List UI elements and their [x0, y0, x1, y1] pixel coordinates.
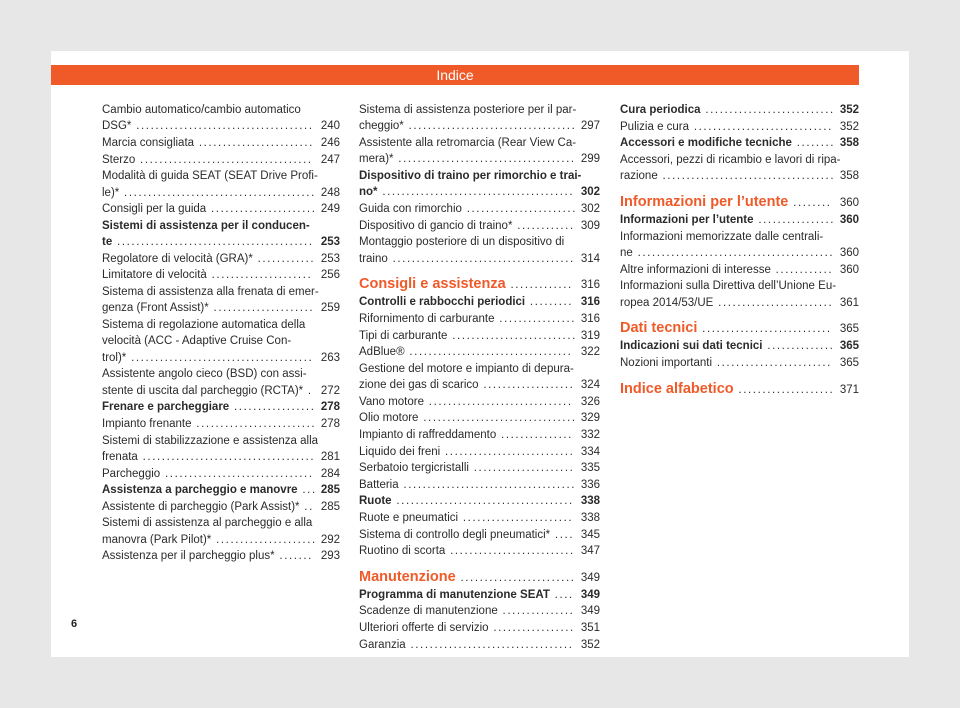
toc-entry[interactable]: [102, 185, 340, 201]
toc-entry-text-line: Assistente alla retromarcia (Rear View Ca-: [359, 137, 577, 149]
toc-entry-title: Batteria: [359, 478, 399, 491]
dot-leader: .................: [229, 401, 316, 414]
toc-entry[interactable]: [102, 399, 340, 415]
toc-page-number: 246: [320, 137, 340, 149]
toc-entry[interactable]: [359, 410, 600, 426]
toc-column-3: [620, 102, 859, 399]
dot-leader: .......................: [458, 511, 574, 524]
toc-entry[interactable]: [359, 477, 600, 493]
dot-leader: ................: [753, 213, 836, 226]
toc-entry-title: Consigli per la guida: [102, 203, 207, 216]
toc-entry-title: Altre informazioni di interesse: [620, 263, 771, 276]
toc-page-number: 247: [320, 153, 340, 166]
toc-entry-title: Pulizia e cura: [620, 120, 690, 133]
dot-leader: ........: [788, 196, 832, 209]
toc-page-number: 352: [839, 120, 859, 133]
toc-entry[interactable]: [102, 118, 340, 134]
toc-entry-title: Dispositivo di gancio di traino*: [359, 219, 513, 232]
dot-leader: ....................................: [657, 170, 836, 183]
dot-leader: ..................................: [405, 638, 574, 651]
toc-page-number: 248: [320, 186, 340, 199]
toc-entry[interactable]: [620, 212, 859, 228]
dot-leader: ...............: [497, 605, 575, 618]
dot-leader: .........................: [191, 417, 317, 430]
toc-page-number: 302: [580, 186, 600, 199]
toc-entry-title: Regolatore di velocità (GRA)*: [102, 252, 253, 265]
dot-leader: ........................: [455, 571, 576, 584]
toc-page-number: 360: [839, 246, 859, 259]
toc-page-number: 249: [320, 203, 340, 216]
toc-entry-title: Programma di manutenzione SEAT: [359, 588, 550, 601]
toc-entry[interactable]: [359, 344, 600, 360]
toc-page-number: 297: [580, 120, 600, 133]
toc-page-number: 349: [580, 571, 600, 584]
dot-leader: .............................: [689, 120, 833, 133]
toc-entry-title: le)*: [102, 186, 120, 199]
dot-leader: .........................................: [632, 246, 835, 259]
page-header: [51, 65, 859, 85]
toc-entry[interactable]: [359, 201, 600, 217]
toc-section-heading[interactable]: [620, 319, 859, 338]
toc-entry[interactable]: [359, 311, 600, 327]
dot-leader: ....: [549, 588, 574, 601]
toc-entry[interactable]: [102, 449, 340, 465]
toc-page-number: 326: [580, 395, 600, 408]
toc-entry-title: Frenare e parcheggiare: [102, 401, 230, 414]
dot-leader: ...........................: [700, 104, 835, 116]
toc-entry[interactable]: [359, 510, 600, 526]
toc-section-heading[interactable]: [620, 380, 859, 399]
toc-entry[interactable]: [102, 499, 340, 515]
toc-entry-text-line: Assistente angolo cieco (BSD) con assi-: [102, 368, 307, 381]
toc-entry-title: Cura periodica: [620, 104, 701, 116]
toc-page-number: 335: [580, 462, 600, 475]
toc-entry[interactable]: [102, 267, 340, 283]
toc-entry-text-line: Sistemi di stabilizzazione e assistenza alla: [102, 434, 319, 447]
dot-leader: .....................: [206, 269, 313, 282]
toc-entry[interactable]: [359, 394, 600, 410]
toc-entry-text-line: Sistemi di assistenza al parcheggio e alla: [102, 517, 313, 530]
toc-entry-text-line: Informazioni sulla Direttiva dell’Unione Eu-: [620, 280, 837, 293]
header-title: Indice: [436, 67, 474, 83]
toc-entry[interactable]: [359, 637, 600, 653]
dot-leader: ...........................: [440, 445, 575, 458]
toc-entry[interactable]: [102, 416, 340, 432]
toc-page-number: 256: [320, 269, 340, 282]
dot-leader: ....................................: [398, 478, 577, 491]
toc-entry-title: Serbatoio tergicristalli: [359, 462, 469, 475]
dot-leader: ...........................: [697, 323, 832, 336]
toc-entry-title: no*: [359, 186, 378, 199]
toc-entry[interactable]: [102, 300, 340, 316]
toc-entry-title: Sterzo: [102, 153, 136, 166]
toc-entry[interactable]: [102, 135, 340, 151]
toc-entry-text-line: Modalità di guida SEAT (SEAT Drive Profi-: [102, 170, 318, 183]
toc-entry-title: ne: [620, 246, 633, 259]
toc-entry-title: Informazioni per l’utente: [620, 193, 789, 210]
toc-page-number: 336: [580, 478, 600, 491]
toc-entry[interactable]: [359, 251, 600, 267]
toc-entry-title: Ruote e pneumatici: [359, 511, 459, 524]
dot-leader: ....................................: [135, 153, 313, 166]
toc-section-heading[interactable]: [359, 275, 600, 294]
toc-entry[interactable]: [359, 460, 600, 476]
toc-entry[interactable]: [359, 527, 600, 543]
toc-column-1: [102, 102, 340, 565]
dot-leader: ......................: [206, 203, 317, 216]
dot-leader: ................: [494, 312, 577, 325]
dot-leader: .......................: [461, 203, 577, 215]
dot-leader: ..............: [762, 340, 835, 353]
toc-entry-title: Indicazioni sui dati tecnici: [620, 340, 763, 353]
dot-leader: .....................................: [393, 153, 576, 166]
toc-entry-title: Manutenzione: [359, 568, 456, 585]
dot-leader: ........................................: [377, 186, 575, 199]
toc-page-number: 316: [580, 296, 600, 309]
toc-page-number: 240: [320, 120, 340, 133]
toc-page-number: 299: [580, 153, 600, 166]
toc-entry[interactable]: [102, 548, 340, 564]
toc-entry-title: Assistenza a parcheggio e manovre: [102, 484, 298, 497]
toc-page-number: 324: [580, 379, 600, 392]
toc-page-number: 253: [320, 236, 340, 249]
toc-entry-title: AdBlue®: [359, 346, 405, 359]
toc-page-number: 263: [320, 351, 340, 364]
dot-leader: ..........................: [447, 329, 577, 342]
toc-entry-text-line: Montaggio posteriore di un dispositivo di: [359, 236, 565, 249]
dot-leader: ........................: [194, 137, 314, 149]
toc-page-number: 360: [839, 213, 859, 226]
toc-entry[interactable]: [620, 295, 859, 311]
toc-column-2: [359, 102, 600, 653]
toc-entry-text-line: Dispositivo di traino per rimorchio e trai-: [359, 170, 582, 182]
toc-page-number: 349: [580, 605, 600, 618]
toc-entry-title: traino: [359, 252, 388, 265]
toc-entry[interactable]: [359, 184, 600, 200]
dot-leader: ........................................: [119, 186, 316, 199]
toc-entry[interactable]: [620, 168, 859, 184]
toc-page-number: 302: [580, 203, 600, 215]
toc-page-number: 319: [580, 329, 600, 342]
toc-entry-title: manovra (Park Pilot)*: [102, 533, 212, 546]
toc-entry[interactable]: [359, 620, 600, 636]
toc-entry-title: Controlli e rabbocchi periodici: [359, 296, 526, 309]
toc-entry[interactable]: [359, 603, 600, 619]
toc-entry-title: Sistema di controllo degli pneumatici*: [359, 528, 551, 541]
section-gap: [359, 560, 600, 568]
toc-entry-title: Garanzia: [359, 638, 406, 651]
toc-entry-title: Marcia consigliata: [102, 137, 195, 149]
toc-entry[interactable]: [620, 102, 859, 118]
toc-entry[interactable]: [102, 234, 340, 250]
toc-entry[interactable]: [620, 135, 859, 151]
toc-entry-title: Consigli e assistenza: [359, 276, 506, 293]
toc-entry-title: Olio motore: [359, 412, 419, 425]
toc-entry-title: Limitatore di velocità: [102, 269, 207, 282]
dot-leader: .....................: [208, 302, 315, 315]
toc-page-number: 371: [839, 383, 859, 396]
dot-leader: ....................: [733, 383, 835, 396]
toc-page-number: 360: [839, 196, 859, 209]
toc-entry[interactable]: [359, 587, 600, 603]
toc-section-heading[interactable]: [359, 568, 600, 587]
toc-entry[interactable]: [359, 543, 600, 559]
toc-entry-title: Parcheggio: [102, 467, 161, 480]
toc-page-number: 334: [580, 445, 600, 458]
dot-leader: ..: [299, 500, 314, 513]
dot-leader: ...................................: [403, 120, 577, 133]
toc-entry[interactable]: [102, 466, 340, 482]
toc-page-number: 358: [839, 137, 859, 150]
section-gap: [620, 311, 859, 319]
toc-page-number: 278: [320, 401, 340, 414]
dot-leader: .....................: [468, 462, 575, 475]
toc-entry-title: mera)*: [359, 153, 394, 166]
dot-leader: ......................................: [387, 252, 575, 265]
toc-page-number: 347: [580, 545, 600, 558]
dot-leader: .........................................: [112, 236, 314, 249]
page-number: 6: [71, 618, 78, 630]
toc-page-number: 329: [580, 412, 600, 425]
toc-entry-text-line: Accessori, pezzi di ricambio e lavori di ripa-: [620, 153, 841, 166]
toc-entry-text-line: Sistemi di assistenza per il conducen-: [102, 219, 310, 232]
dot-leader: ............: [770, 263, 834, 276]
toc-entry-title: Scadenze di manutenzione: [359, 605, 498, 618]
toc-page-number: 322: [580, 346, 600, 359]
toc-entry[interactable]: [359, 151, 600, 167]
toc-page-number: 293: [320, 550, 340, 563]
toc-entry-title: trol)*: [102, 351, 127, 364]
toc-entry[interactable]: [102, 482, 340, 498]
toc-page-number: 292: [320, 533, 340, 546]
toc-entry[interactable]: [102, 532, 340, 548]
section-gap: [620, 372, 859, 380]
toc-entry[interactable]: [102, 251, 340, 267]
toc-page-number: 332: [580, 428, 600, 441]
toc-entry-title: cheggio*: [359, 120, 404, 133]
toc-entry-text-line: Sistema di assistenza posteriore per il par-: [359, 104, 577, 116]
toc-page-number: 352: [580, 638, 600, 651]
toc-entry-title: Assistenza per il parcheggio plus*: [102, 550, 275, 563]
toc-page-number: 285: [320, 500, 340, 513]
toc-entry-title: Ruote: [359, 495, 392, 508]
toc-entry[interactable]: [359, 377, 600, 393]
toc-entry-title: Assistente di parcheggio (Park Assist)*: [102, 500, 300, 513]
toc-entry-title: Impianto frenante: [102, 417, 192, 430]
toc-entry-title: Informazioni per l’utente: [620, 213, 754, 226]
dot-leader: ....................................: [137, 450, 316, 463]
toc-page-number: 314: [580, 252, 600, 265]
toc-entry[interactable]: [359, 118, 600, 134]
toc-entry-text-line: Sistema di regolazione automatica della: [102, 318, 306, 331]
toc-page-number: 352: [839, 104, 859, 116]
toc-entry[interactable]: [102, 350, 340, 366]
toc-entry-title: Liquido dei freni: [359, 445, 441, 458]
toc-entry-title: Vano motore: [359, 395, 424, 408]
toc-entry[interactable]: [102, 201, 340, 217]
toc-entry-title: Nozioni importanti: [620, 356, 713, 369]
toc-entry[interactable]: [359, 427, 600, 443]
toc-section-heading[interactable]: [620, 193, 859, 212]
dot-leader: .....................................: [391, 495, 574, 508]
toc-page-number: 365: [839, 340, 859, 353]
toc-entry-title: Dati tecnici: [620, 320, 698, 337]
toc-entry-title: Ulteriori offerte di servizio: [359, 622, 489, 635]
dot-leader: .....................: [211, 533, 317, 546]
toc-page-number: 253: [320, 252, 340, 265]
toc-entry-text-line: Cambio automatico/cambio automatico: [102, 104, 301, 116]
toc-page-number: 361: [839, 296, 859, 309]
toc-entry-title: Guida con rimorchio: [359, 203, 462, 215]
section-gap: [620, 185, 859, 193]
toc-entry-title: Rifornimento di carburante: [359, 312, 495, 325]
toc-entry-title: te: [102, 236, 113, 249]
toc-page-number: 358: [839, 170, 859, 183]
dot-leader: ......................................: [126, 351, 314, 364]
dot-leader: ........: [791, 137, 836, 150]
dot-leader: ..................................: [404, 346, 573, 359]
toc-entry[interactable]: [620, 355, 859, 371]
toc-page-number: 349: [580, 588, 600, 601]
toc-entry-title: razione: [620, 170, 658, 183]
toc-entry[interactable]: [359, 218, 600, 234]
dot-leader: .............: [505, 279, 573, 292]
dot-leader: .................: [488, 622, 575, 635]
toc-page-number: 360: [839, 263, 859, 276]
toc-page-number: 351: [580, 622, 600, 635]
toc-entry[interactable]: [102, 152, 340, 168]
toc-entry-title: genza (Front Assist)*: [102, 302, 209, 315]
toc-page-number: 281: [320, 450, 340, 463]
toc-entry[interactable]: [620, 338, 859, 354]
dot-leader: ...: [297, 484, 317, 497]
toc-entry-title: Impianto di raffreddamento: [359, 428, 497, 441]
toc-entry-title: ropea 2014/53/UE: [620, 296, 714, 309]
toc-entry-title: Accessori e modifiche tecniche: [620, 137, 792, 150]
toc-entry-title: frenata: [102, 450, 138, 463]
toc-entry-title: Ruotino di scorta: [359, 545, 446, 558]
dot-leader: ........................: [712, 356, 832, 369]
toc-page-number: 338: [580, 511, 600, 524]
dot-leader: ..........................: [445, 545, 575, 558]
toc-page-number: 365: [839, 323, 859, 336]
dot-leader: ...............................: [160, 467, 314, 480]
toc-entry[interactable]: [359, 444, 600, 460]
dot-leader: ............: [252, 252, 316, 265]
dot-leader: .......: [274, 550, 313, 563]
toc-page-number: 284: [320, 467, 340, 480]
toc-entry[interactable]: [359, 328, 600, 344]
dot-leader: ................................: [418, 412, 577, 425]
toc-entry[interactable]: [620, 262, 859, 278]
toc-page-number: 259: [320, 302, 340, 315]
toc-page-number: 309: [580, 219, 600, 232]
toc-page-number: 316: [580, 312, 600, 325]
toc-entry-title: DSG*: [102, 120, 132, 133]
toc-entry-text-line: velocità (ACC - Adaptive Cruise Con-: [102, 335, 292, 348]
toc-entry-text-line: Informazioni memorizzate dalle centrali-: [620, 230, 824, 243]
dot-leader: ............: [512, 219, 575, 232]
toc-page-number: 338: [580, 495, 600, 508]
toc-entry[interactable]: [102, 383, 340, 399]
dot-leader: ........................: [713, 296, 834, 309]
toc-entry[interactable]: [620, 245, 859, 261]
toc-page-number: 278: [320, 417, 340, 430]
toc-entry[interactable]: [620, 119, 859, 135]
section-gap: [359, 267, 600, 275]
toc-entry-title: stente di uscita dal parcheggio (RCTA)*: [102, 384, 304, 397]
toc-entry-title: Tipi di carburante: [359, 329, 448, 342]
toc-entry-text-line: Gestione del motore e impianto di depura-: [359, 362, 574, 375]
dot-leader: ...................: [478, 379, 575, 392]
dot-leader: .: [303, 384, 313, 397]
toc-page-number: 365: [839, 356, 859, 369]
toc-entry[interactable]: [359, 294, 600, 310]
dot-leader: .........: [525, 296, 574, 309]
toc-page-number: 285: [320, 484, 340, 497]
toc-page-number: 272: [320, 384, 340, 397]
toc-entry[interactable]: [359, 493, 600, 509]
toc-entry-text-line: Sistema di assistenza alla frenata di emer-: [102, 285, 319, 298]
toc-entry-title: Indice alfabetico: [620, 380, 734, 397]
dot-leader: ...............: [496, 428, 573, 441]
toc-page-number: 345: [580, 528, 600, 541]
dot-leader: .....................................: [131, 120, 314, 133]
dot-leader: ..............................: [424, 395, 573, 408]
dot-leader: ....: [550, 528, 575, 541]
toc-page-number: 316: [580, 279, 600, 292]
toc-entry-title: zione dei gas di scarico: [359, 379, 479, 392]
